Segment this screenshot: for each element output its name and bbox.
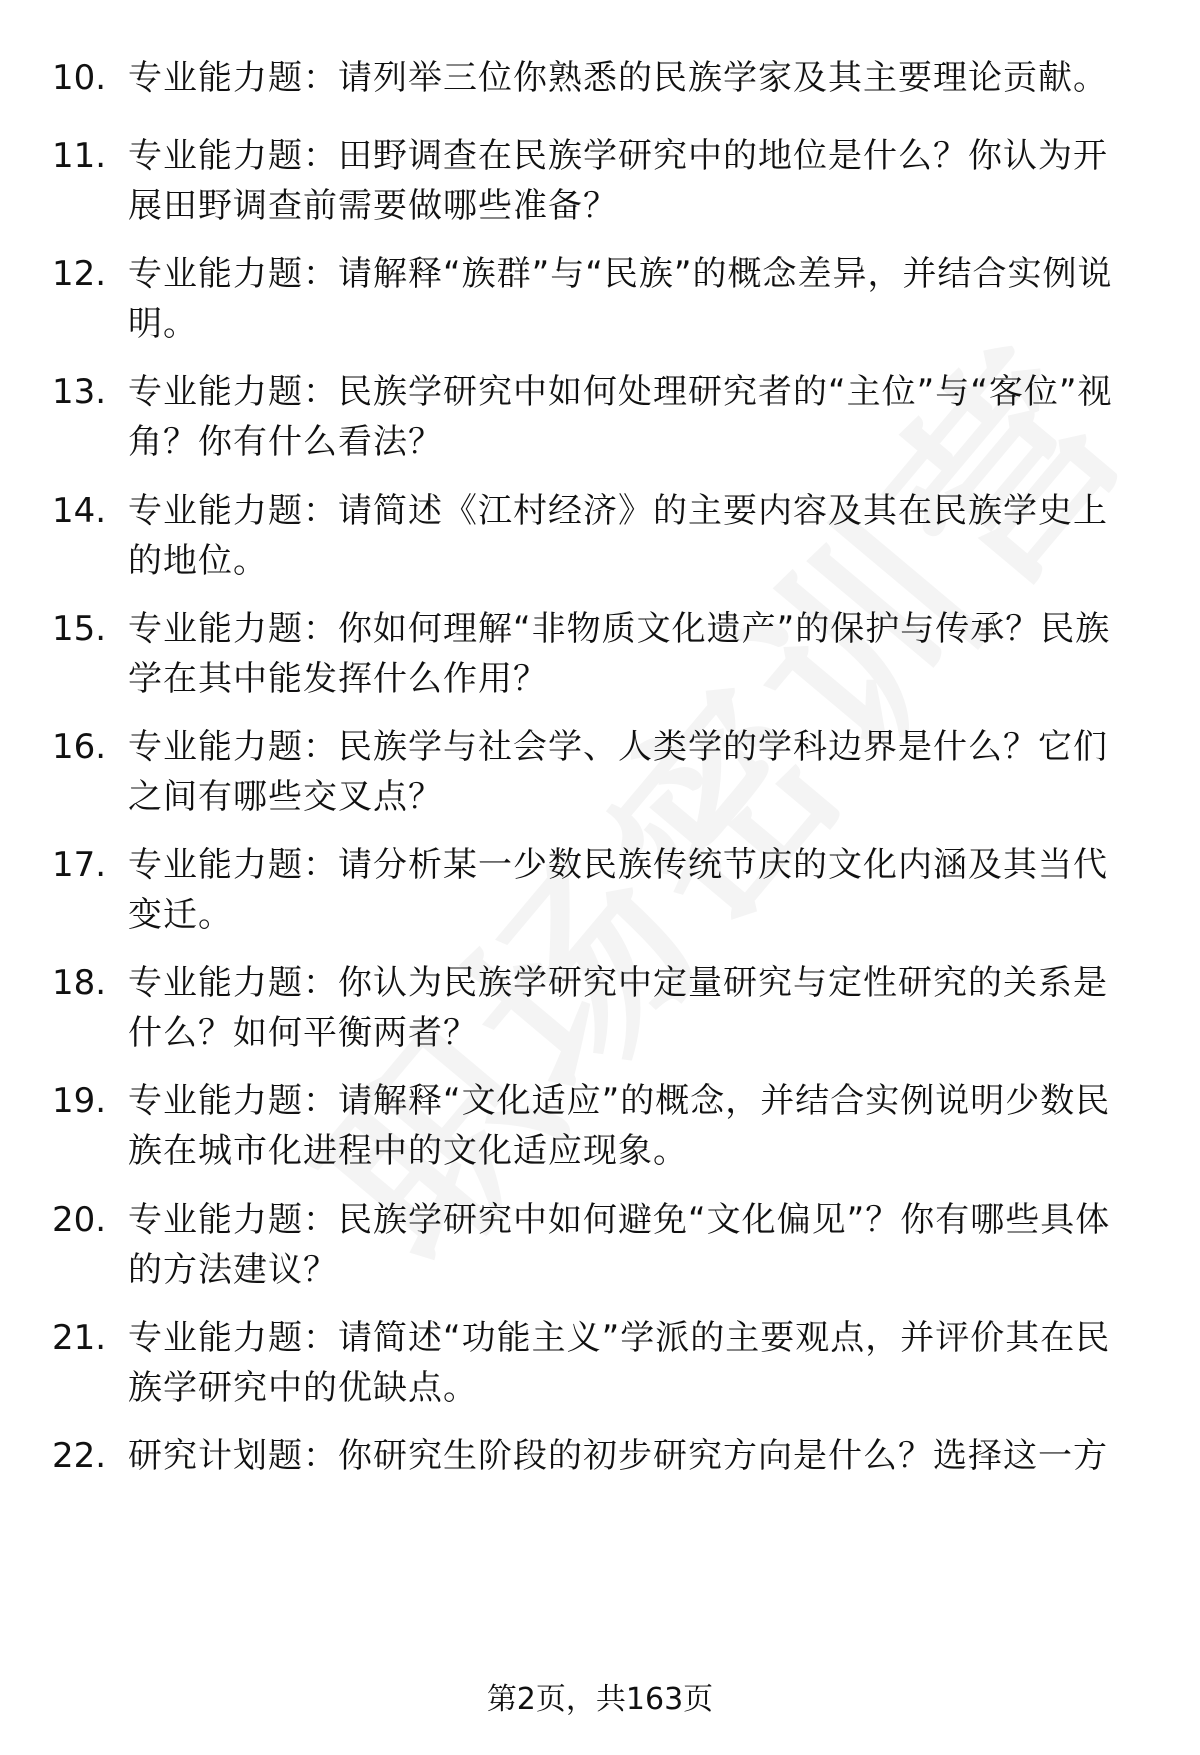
question-number: 10. [52,58,107,98]
question-text: 专业能力题：民族学与社会学、人类学的学科边界是什么？它们之间有哪些交叉点？ [128,727,1108,817]
question-text: 研究计划题：你研究生阶段的初步研究方向是什么？选择这一方 [128,1436,1108,1476]
question-number: 15. [52,609,107,649]
question-text: 专业能力题：田野调查在民族学研究中的地位是什么？你认为开展田野调查前需要做哪些准备？ [128,136,1108,226]
question-number: 13. [52,372,107,412]
question-number: 14. [52,491,107,531]
question-text: 专业能力题：请简述《江村经济》的主要内容及其在民族学史上的地位。 [128,491,1108,581]
question-number: 19. [52,1081,107,1121]
question-text: 专业能力题：请解释“族群”与“民族”的概念差异，并结合实例说明。 [128,254,1113,344]
question-number: 20. [52,1200,107,1240]
question-text: 专业能力题：请简述“功能主义”学派的主要观点，并评价其在民族学研究中的优缺点。 [128,1318,1111,1408]
question-number: 21. [52,1318,107,1358]
question-text: 专业能力题：民族学研究中如何避免“文化偏见”？你有哪些具体的方法建议？ [128,1200,1111,1290]
question-text: 专业能力题：民族学研究中如何处理研究者的“主位”与“客位”视角？你有什么看法？ [128,372,1113,462]
question-text: 专业能力题：你认为民族学研究中定量研究与定性研究的关系是什么？如何平衡两者？ [128,963,1108,1053]
question-number: 11. [52,136,107,176]
question-number: 12. [52,254,107,294]
question-text: 专业能力题：请分析某一少数民族传统节庆的文化内涵及其当代变迁。 [128,845,1108,935]
question-text: 专业能力题：你如何理解“非物质文化遗产”的保护与传承？民族学在其中能发挥什么作用？ [128,609,1111,699]
page-number-footer: 第2页，共163页 [486,1682,714,1717]
question-number: 16. [52,727,107,767]
question-number: 22. [52,1436,107,1476]
question-number: 17. [52,845,107,885]
question-text: 专业能力题：请解释“文化适应”的概念，并结合实例说明少数民族在城市化进程中的文化适应现象。 [128,1081,1111,1171]
question-text: 专业能力题：请列举三位你熟悉的民族学家及其主要理论贡献。 [128,58,1108,98]
question-number: 18. [52,963,107,1003]
